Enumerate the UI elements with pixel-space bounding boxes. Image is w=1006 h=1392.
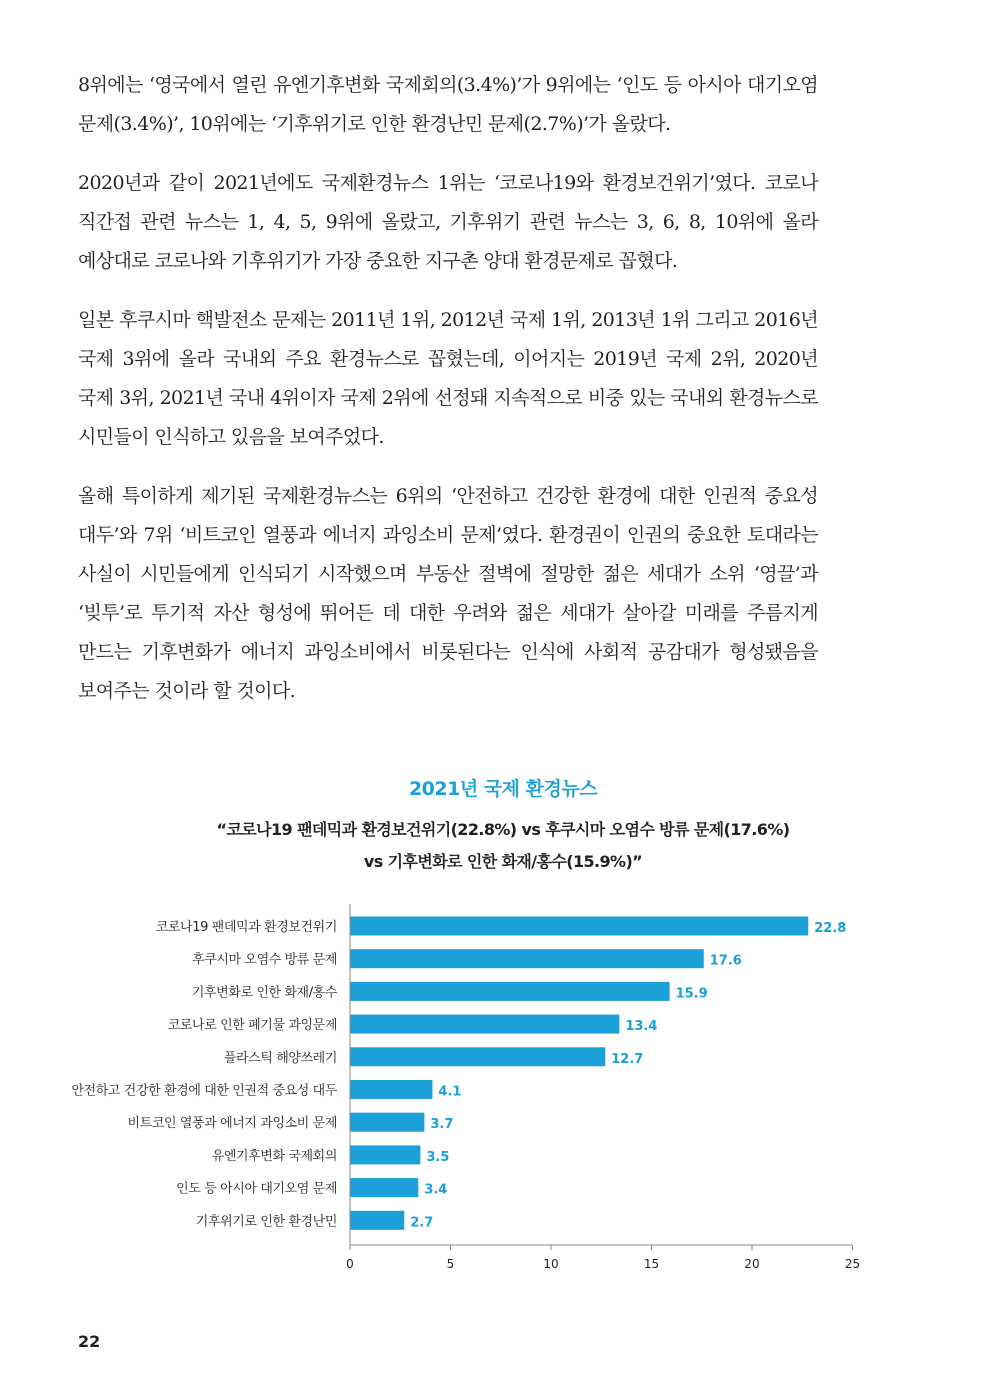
value-label: 15.9	[675, 986, 708, 1002]
bar	[350, 1145, 420, 1164]
x-tick-label: 5	[446, 1257, 455, 1271]
bar	[350, 982, 670, 1001]
value-label: 17.6	[709, 953, 742, 969]
x-tick-label: 25	[844, 1257, 861, 1271]
category-label: 후쿠시마 오염수 방류 문제	[192, 952, 337, 968]
value-label: 12.7	[611, 1051, 644, 1067]
bar-chart	[0, 900, 1006, 1290]
page-number: 22	[78, 1332, 101, 1351]
bar	[350, 1113, 424, 1132]
category-label: 코로나19 팬데믹과 환경보건위기	[155, 920, 337, 935]
chart-subtitle-line: vs 기후변화로 인한 화재/홍수(15.9%)”	[363, 852, 643, 871]
category-label: 안전하고 건강한 환경에 대한 인권적 중요성 대두	[71, 1083, 337, 1099]
bar	[350, 949, 704, 968]
category-label: 유엔기후변화 국제회의	[211, 1148, 337, 1164]
value-label: 3.7	[430, 1117, 454, 1133]
chart-subtitle	[140, 814, 866, 878]
category-label: 비트코인 열풍과 에너지 과잉소비 문제	[127, 1116, 337, 1132]
body-paragraph: 올해 특이하게 제기된 국제환경뉴스는 6위의 ‘안전하고 건강한 환경에 대한 인권적 중요성 대두’와 7위 ‘비트코인 열풍과 에너지 과잉소비 문제’였다. 환경권이 인권의 중요한 토대라는 사실이 시민들에게 인식되기 시작했으며 부동산 절벽에 절망한 젊은 세대가 소위 ‘영끌’과 ‘빚투’로 투기적 자산 형성에 뛰어든 데 대한 우려와 젊은 세대가 살아갈 미래를 주름지게 만드는 기후변화가 에너지 과잉소비에서 비롯된다는 인식에 사회적 공감대가 형성됐음을 보여주는 것이라 할 것이다.	[78, 485, 818, 702]
body-paragraph: 2020년과 같이 2021년에도 국제환경뉴스 1위는 ‘코로나19와 환경보건위기’였다. 코로나 직간접 관련 뉴스는 1, 4, 5, 9위에 올랐고, 기후위기 관련 뉴스는 3, 6, 8, 10위에 올라 예상대로 코로나와 기후위기가 가장 중요한 지구촌 양대 환경문제로 꼽혔다.	[78, 172, 818, 272]
bar	[350, 1211, 404, 1230]
body-text	[78, 66, 818, 731]
category-label: 플라스틱 해양쓰레기	[223, 1050, 337, 1066]
category-label: 코로나로 인한 폐기물 과잉문제	[167, 1018, 337, 1034]
chart-title: 2021년 국제 환경뉴스	[408, 778, 598, 800]
x-tick-label: 0	[346, 1257, 354, 1271]
bar	[350, 1080, 432, 1099]
chart-subtitle-line: “코로나19 팬데믹과 환경보건위기(22.8%) vs 후쿠시마 오염수 방류 문제(17.6%)	[216, 820, 790, 839]
value-label: 4.1	[438, 1084, 462, 1100]
body-paragraph: 8위에는 ‘영국에서 열린 유엔기후변화 국제회의(3.4%)’가 9위에는 ‘인도 등 아시아 대기오염 문제(3.4%)’, 10위에는 ‘기후위기로 인한 환경난민 문제(2.7%)’가 올랐다.	[78, 74, 818, 135]
category-label: 기후위기로 인한 환경난민	[195, 1214, 337, 1230]
bar	[350, 1047, 605, 1066]
body-paragraph: 일본 후쿠시마 핵발전소 문제는 2011년 1위, 2012년 국제 1위, 2013년 1위 그리고 2016년 국제 3위에 올라 국내외 주요 환경뉴스로 꼽혔는데, 이어지는 2019년 국제 2위, 2020년 국제 3위, 2021년 국내 4위이자 국제 2위에 선정돼 지속적으로 비중 있는 국내외 환경뉴스로 시민들이 인식하고 있음을 보여주었다.	[78, 309, 818, 448]
bar	[350, 1015, 619, 1034]
x-tick-label: 10	[543, 1257, 559, 1271]
value-label: 13.4	[625, 1019, 658, 1035]
category-label: 인도 등 아시아 대기오염 문제	[176, 1181, 337, 1197]
category-label: 기후변화로 인한 화재/홍수	[191, 985, 337, 1001]
x-tick-label: 20	[744, 1257, 760, 1271]
bar	[350, 917, 808, 936]
x-tick-label: 15	[643, 1257, 660, 1271]
value-label: 22.8	[814, 921, 847, 936]
bar	[350, 1178, 418, 1197]
value-label: 2.7	[410, 1215, 434, 1231]
value-label: 3.5	[426, 1149, 450, 1165]
value-label: 3.4	[424, 1182, 448, 1198]
